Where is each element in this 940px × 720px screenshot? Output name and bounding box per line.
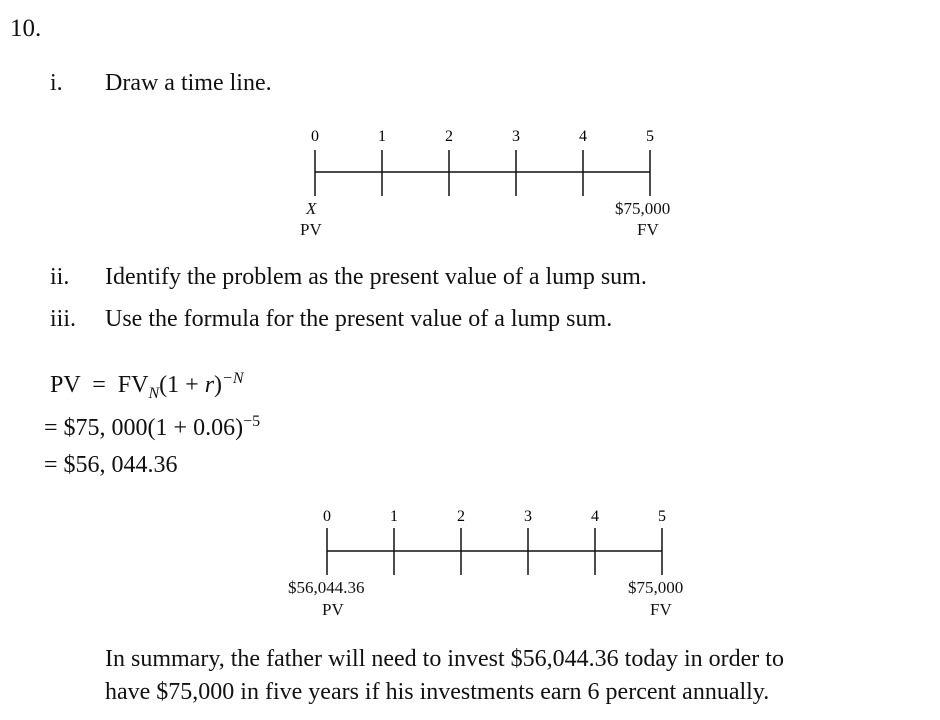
summary-line-1: In summary, the father will need to invest $56,044.36 today in order to xyxy=(105,646,784,672)
timeline-1-group xyxy=(311,128,654,196)
formula-sub-n: N xyxy=(148,385,160,402)
formula-paren: (1 + xyxy=(159,372,205,398)
timeline-1-period-label-2: 2 xyxy=(445,128,453,145)
timeline-2-start-value: $56,044.36 xyxy=(288,578,365,597)
timeline-2-period-label-0: 0 xyxy=(323,508,331,525)
step-ii-text: Identify the problem as the present value of a lump sum. xyxy=(105,264,647,290)
timeline-2-period-label-3: 3 xyxy=(524,508,532,525)
formula-substituted: = $75, 000(1 + 0.06) xyxy=(44,415,244,441)
formula-fv: FV xyxy=(117,372,149,398)
step-iii-text: Use the formula for the present value of a lump sum. xyxy=(105,306,613,332)
formula-substituted-exponent: −5 xyxy=(243,413,261,430)
step-i-marker: i. xyxy=(50,70,63,96)
formula-exponent: −N xyxy=(222,370,244,387)
step-i-text: Draw a time line. xyxy=(105,70,272,96)
timeline-1-period-label-0: 0 xyxy=(311,128,319,145)
formula-line-1 xyxy=(50,370,244,403)
timeline-2-group xyxy=(323,508,666,575)
formula-line-3: = $56, 044.36 xyxy=(44,452,178,478)
timeline-1-start-value: X xyxy=(306,199,317,218)
timeline-2-period-label-2: 2 xyxy=(457,508,465,525)
step-iii-marker: iii. xyxy=(50,306,77,332)
formula-line-2 xyxy=(44,413,260,442)
formula-close: ) xyxy=(214,372,223,398)
timeline-1-end-value: $75,000 xyxy=(615,199,671,218)
timeline-2-period-label-4: 4 xyxy=(591,508,599,525)
problem-number: 10. xyxy=(10,15,42,42)
timeline-2-end-label: FV xyxy=(650,600,672,619)
formula-rate: r xyxy=(204,372,215,398)
timeline-1-period-label-3: 3 xyxy=(512,128,520,145)
timeline-2-period-label-1: 1 xyxy=(390,508,398,525)
formula-pv: PV xyxy=(50,372,81,398)
timeline-1-period-label-1: 1 xyxy=(378,128,386,145)
timeline-1-end-label: FV xyxy=(637,220,659,239)
timeline-2-end-value: $75,000 xyxy=(628,578,684,597)
timeline-2-period-label-5: 5 xyxy=(658,508,666,525)
timeline-1-start-label: PV xyxy=(300,220,322,239)
timeline-2-start-label: PV xyxy=(322,600,344,619)
summary-line-2: have $75,000 in five years if his investments earn 6 percent annually. xyxy=(105,679,770,705)
timeline-1-period-label-4: 4 xyxy=(579,128,587,145)
step-ii-marker: ii. xyxy=(50,264,70,290)
timeline-1-period-label-5: 5 xyxy=(646,128,654,145)
formula-equals: = xyxy=(92,372,106,398)
